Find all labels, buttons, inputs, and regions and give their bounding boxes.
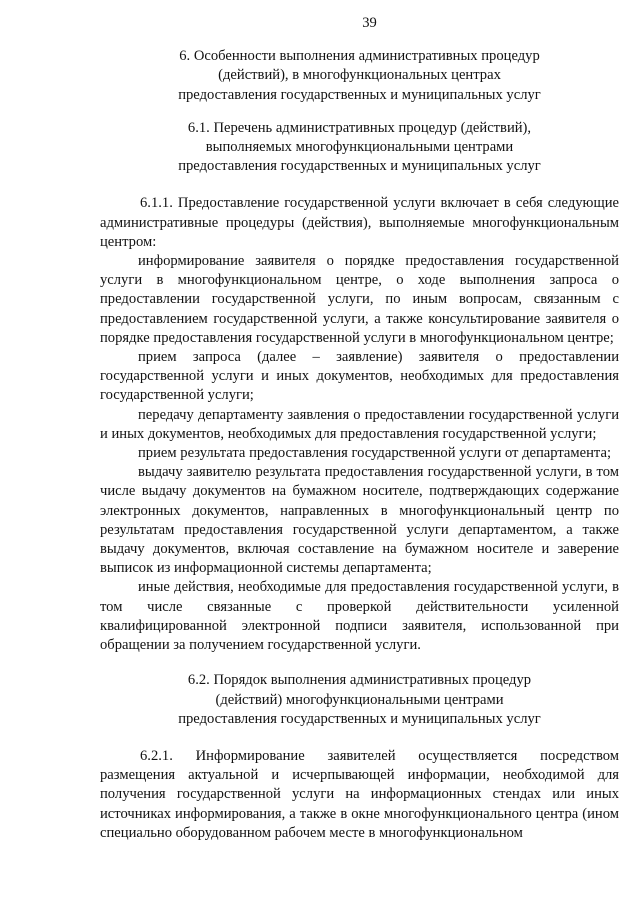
section-6-title <box>100 47 619 105</box>
subsection-6-1-title <box>100 119 619 177</box>
list-item-receive-result: прием результата предоставления государственной услуги от департамента; <box>138 445 612 462</box>
paragraph-6-1-1: 6.1.1. Предоставление государственной услуги включает в себя следующие административные процедуры (действия), выполняемые многофункциональным центром: <box>100 195 619 250</box>
list-item-application-intake: прием запроса (далее – заявление) заявителя о предоставлении государственной услуги и иных документов, необходимых для предоставления государственной услуги; <box>100 349 619 404</box>
subsection-6-2-title <box>100 671 619 729</box>
section-6-title-line: предоставления государственных и муниципальных услуг <box>178 86 541 103</box>
list-item-issue-result: выдачу заявителю результата предоставления государственной услуги, в том числе выдачу документов на бумажном носителе, подтверждающих содержание электронных документов, направленных в многофункциональный центр по результатам предоставления государственной услуги департаментом, а также выдачу документов, включая составление на бумажном носителе и заверение выписок из информационной системы департамента; <box>100 464 619 577</box>
subsection-6-1-title-line: предоставления государственных и муниципальных услуг <box>178 158 541 175</box>
subsection-6-2-title-line: (действий) многофункциональными центрами <box>215 691 504 708</box>
section-6-title-line: 6. Особенности выполнения административных процедур <box>179 48 540 65</box>
subsection-6-1-title-line: выполняемых многофункциональными центрами <box>205 139 514 156</box>
subsection-6-1-title-line: 6.1. Перечень административных процедур (действий), <box>187 119 532 136</box>
subsection-6-2-title-line: 6.2. Порядок выполнения административных процедур <box>187 672 532 689</box>
list-item-transfer-to-department: передачу департаменту заявления о предоставлении государственной услуги и иных документов, необходимых для предоставления государственной услуги; <box>100 406 619 442</box>
list-item-informing: информирование заявителя о порядке предоставления государственной услуги в многофункциональном центре, о ходе выполнения запроса о предоставлении государственной услуги, по иным вопросам, связанным с предоставлением государственной услуги, а также консультирование заявителя о порядке предоставления государственной услуги в многофункциональном центре; <box>100 253 619 346</box>
section-6-title-line: (действий), в многофункциональных центрах <box>218 67 501 84</box>
list-item-other-actions: иные действия, необходимые для предоставления государственной услуги, в том числе связанные с проверкой действительности усиленной квалифицированной электронной подписи заявителя, использованной при обращении за получением государственной услуги. <box>100 579 619 654</box>
page-number: 39 <box>362 15 377 31</box>
paragraph-6-2-1: 6.2.1. Информирование заявителей осуществляется посредством размещения актуальной и исчерпывающей информации, необходимой для получения государственной услуги на информационных стендах или иных источниках информирования, а также в окне многофункционального центра (ином специально оборудованном рабочем месте в многофункциональном <box>100 747 619 841</box>
subsection-6-2-title-line: предоставления государственных и муниципальных услуг <box>178 710 541 727</box>
